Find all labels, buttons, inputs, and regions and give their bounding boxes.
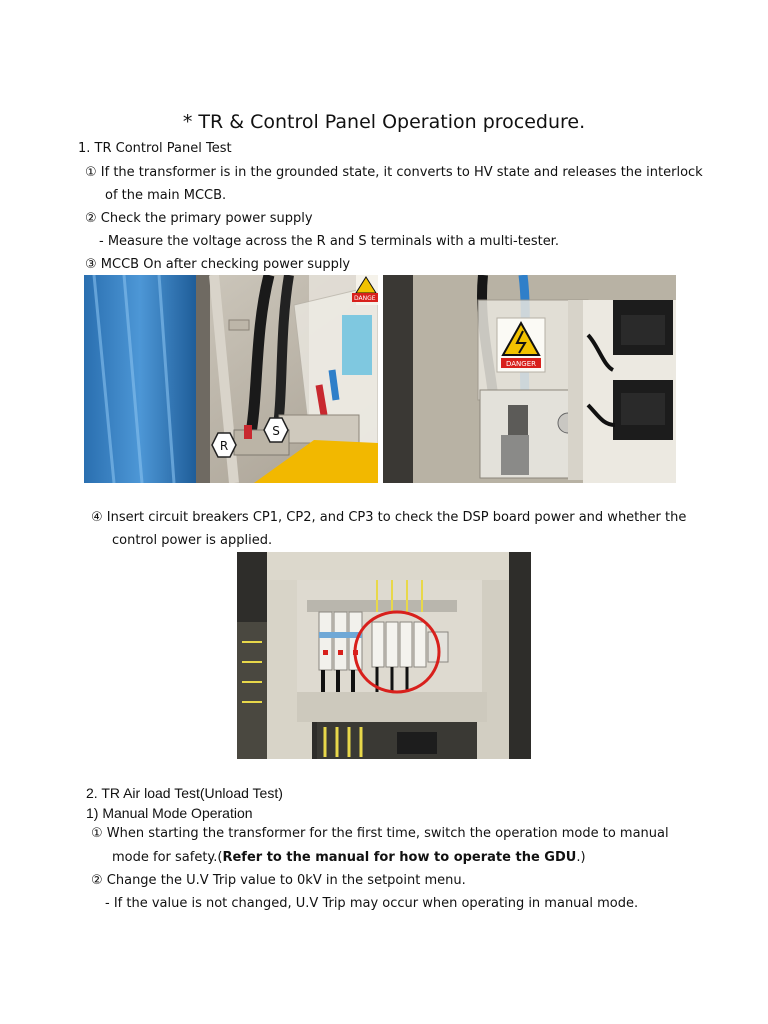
section-1-step-3: ③ MCCB On after checking power supply xyxy=(85,257,351,272)
terminal-r-marker xyxy=(212,433,236,457)
section-1-step-2-sub: - Measure the voltage across the R and S terminals with a multi-tester. xyxy=(99,234,559,249)
section-2-step-1-end: .) xyxy=(576,850,586,865)
section-1-step-1-line-2: of the main MCCB. xyxy=(105,188,227,203)
section-2-sub-heading: 1) Manual Mode Operation xyxy=(86,805,253,821)
section-2-step-1-line-1: ① When starting the transformer for the first time, switch the operation mode to manual xyxy=(91,826,669,841)
section-2-step-1-plain: mode for safety.( xyxy=(112,850,223,865)
photo-circuit-breakers xyxy=(237,552,531,759)
page-title: * TR & Control Panel Operation procedure. xyxy=(182,111,586,133)
photo-rs-terminals xyxy=(84,275,378,483)
photo-mccb xyxy=(383,275,676,483)
photo-circuit-breakers-graphic xyxy=(237,552,531,759)
photo-mccb-graphic xyxy=(383,275,676,483)
section-1-step-4-line-2: control power is applied. xyxy=(112,533,273,548)
section-2-heading: 2. TR Air load Test(Unload Test) xyxy=(86,785,283,801)
section-1-heading: 1. TR Control Panel Test xyxy=(78,141,232,156)
section-1-step-4-line-1: ④ Insert circuit breakers CP1, CP2, and CP3 to check the DSP board power and whether the xyxy=(91,510,687,525)
terminal-r-label: R xyxy=(219,439,229,453)
terminal-s-marker xyxy=(264,418,288,442)
photo-rs-terminals-graphic xyxy=(84,275,378,483)
section-2-step-2: ② Change the U.V Trip value to 0kV in the setpoint menu. xyxy=(91,873,466,888)
section-1-step-1-line-1: ① If the transformer is in the grounded state, it converts to HV state and releases the interlock xyxy=(85,165,703,180)
photo-2-warning-label: DANGER xyxy=(505,360,537,368)
section-2-step-1-bold: Refer to the manual for how to operate the GDU xyxy=(222,850,577,865)
terminal-s-label: S xyxy=(272,424,280,438)
photo-1-warning-label: DANGE xyxy=(354,295,376,302)
section-1-step-2: ② Check the primary power supply xyxy=(85,211,313,226)
section-2-step-1-line-2 xyxy=(112,850,586,866)
section-2-step-2-sub: - If the value is not changed, U.V Trip may occur when operating in manual mode. xyxy=(105,896,639,911)
